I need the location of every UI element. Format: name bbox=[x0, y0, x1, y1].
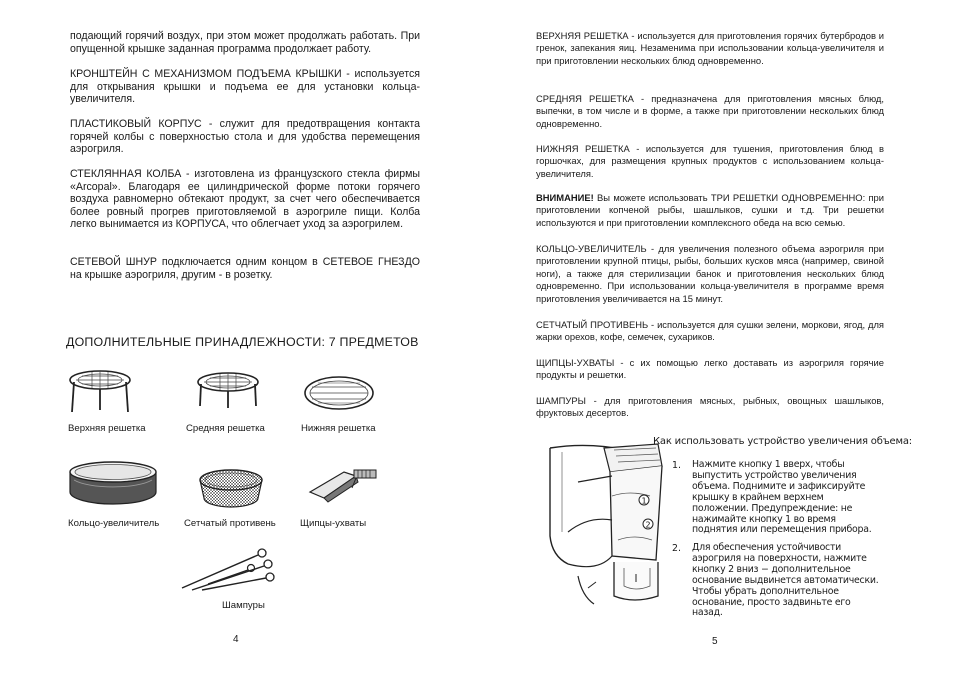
paragraph-lower-rack: НИЖНЯЯ РЕШЕТКА - используется для тушения, приготовления блюд в горшочках, для размещения крупных продуктов с использованием кольца-увеличителя. bbox=[536, 143, 884, 179]
page-number-left: 4 bbox=[233, 634, 239, 645]
page-number-right: 5 bbox=[712, 636, 718, 647]
step-1-text: Нажмите кнопку 1 вверх, чтобы выпустить устройство увеличения объема. Поднимите и зафиксируйте крышку в крайнем верхнем положении. Предупреждение: не нажимайте кнопку 1 во время поднятия или перемещения прибора. bbox=[692, 459, 872, 536]
instructions-title: Как использовать устройство увеличения объема: bbox=[653, 436, 912, 447]
lower-rack-image bbox=[302, 374, 376, 414]
extender-ring-image bbox=[66, 460, 160, 508]
mesh-tray-image bbox=[196, 466, 266, 510]
paragraph-skewers: ШАМПУРЫ - для приготовления мясных, рыбных, овощных шашлыков, фруктовых десертов. bbox=[536, 395, 884, 419]
middle-rack-image bbox=[188, 370, 268, 416]
middle-rack-label: Средняя решетка bbox=[186, 423, 265, 434]
extender-device-diagram bbox=[538, 436, 670, 626]
paragraph-attention bbox=[536, 192, 884, 229]
paragraph-power-cord: СЕТЕВОЙ ШНУР подключается одним концом в СЕТЕВОЕ ГНЕЗДО на крышке аэрогриля, другим - в розетку. bbox=[70, 256, 420, 281]
tongs-image bbox=[306, 466, 382, 506]
paragraph-plastic-body: ПЛАСТИКОВЫЙ КОРПУС - служит для предотвращения контакта горячей колбы с поверхностью стола и для удобства перемещения аэрогриля. bbox=[70, 118, 420, 156]
paragraph-mesh-tray: СЕТЧАТЫЙ ПРОТИВЕНЬ - используется для сушки зелени, моркови, ягод, для жарки орехов, кофе, семечек, сухариков. bbox=[536, 319, 884, 343]
extender-ring-label: Кольцо-увеличитель bbox=[68, 518, 160, 529]
attention-text: Вы можете использовать ТРИ РЕШЕТКИ ОДНОВРЕМЕННО: при приготовлении копченой рыбы, шашлыков, сушки и т.д. Три решетки используются и при приготовлении комплексного обеда на всю семью. bbox=[536, 192, 885, 228]
paragraph-hot-air: подающий горячий воздух, при этом может продолжать работать. При опущенной крышке заданная программа продолжает работу. bbox=[70, 30, 420, 55]
paragraph-middle-rack: СРЕДНЯЯ РЕШЕТКА - предназначена для приготовления мясных блюд, выпечки, в том числе и в форме, а также при приготовлении нескольких блюд одновременно. bbox=[536, 93, 884, 129]
skewers-label: Шампуры bbox=[222, 600, 265, 611]
paragraph-extender-ring: КОЛЬЦО-УВЕЛИЧИТЕЛЬ - для увеличения полезного объема аэрогриля при приготовлении крупной птицы, рыбы, больших кусков мяса (например, свиной ноги), а также для стерилизации банок и приготовления нескольких блюд одновременно. При использовании кольца-увеличителя в программе время приготовления увеличивается на 15 минут. bbox=[536, 243, 884, 304]
step-2-text: Для обеспечения устойчивости аэрогриля на поверхности, нажмите кнопку 2 вниз − дополнительное основание выдвинется автоматически. Чтобы убрать дополнительное основание, просто задвиньте его назад. bbox=[692, 542, 879, 619]
paragraph-tongs: ЩИПЦЫ-УХВАТЫ - с их помощью легко доставать из аэрогриля горячие продукты и решетки. bbox=[536, 357, 884, 381]
marker-1-label: 1 bbox=[641, 496, 647, 506]
upper-rack-image bbox=[62, 368, 142, 416]
step-2-number: 2. bbox=[672, 543, 681, 554]
lower-rack-label: Нижняя решетка bbox=[301, 423, 376, 434]
accessories-title: ДОПОЛНИТЕЛЬНЫЕ ПРИНАДЛЕЖНОСТИ: 7 ПРЕДМЕТОВ bbox=[66, 335, 419, 349]
paragraph-upper-rack: ВЕРХНЯЯ РЕШЕТКА - используется для приготовления горячих бутербродов и гренок, запекания яиц. Незаменима при использовании кольца-увеличителя и при приготовлении нескольких блюд одновременно. bbox=[536, 30, 884, 66]
mesh-tray-label: Сетчатый противень bbox=[184, 518, 276, 529]
marker-2-label: 2 bbox=[645, 520, 651, 530]
skewers-image bbox=[178, 546, 278, 592]
paragraph-lid-bracket: КРОНШТЕЙН С МЕХАНИЗМОМ ПОДЪЕМА КРЫШКИ - используется для открывания крышки и подъема ее для установки кольца-увеличителя. bbox=[70, 68, 420, 106]
upper-rack-label: Верхняя решетка bbox=[68, 423, 146, 434]
paragraph-glass-bowl: СТЕКЛЯННАЯ КОЛБА - изготовлена из французского стекла фирмы «Arcopal». Благодаря ее цилиндрической форме потоки горячего воздуха равномерно обтекают продукт, за счет чего обеспечивается более ровный прогрев приготовляемой в аэрогриле пищи. Колба легко вынимается из КОРПУСА, что облегчает уход за аэрогрилем. bbox=[70, 168, 420, 231]
attention-label: ВНИМАНИЕ! bbox=[536, 192, 594, 203]
step-1-number: 1. bbox=[672, 460, 681, 471]
tongs-label: Щипцы-ухваты bbox=[300, 518, 367, 529]
